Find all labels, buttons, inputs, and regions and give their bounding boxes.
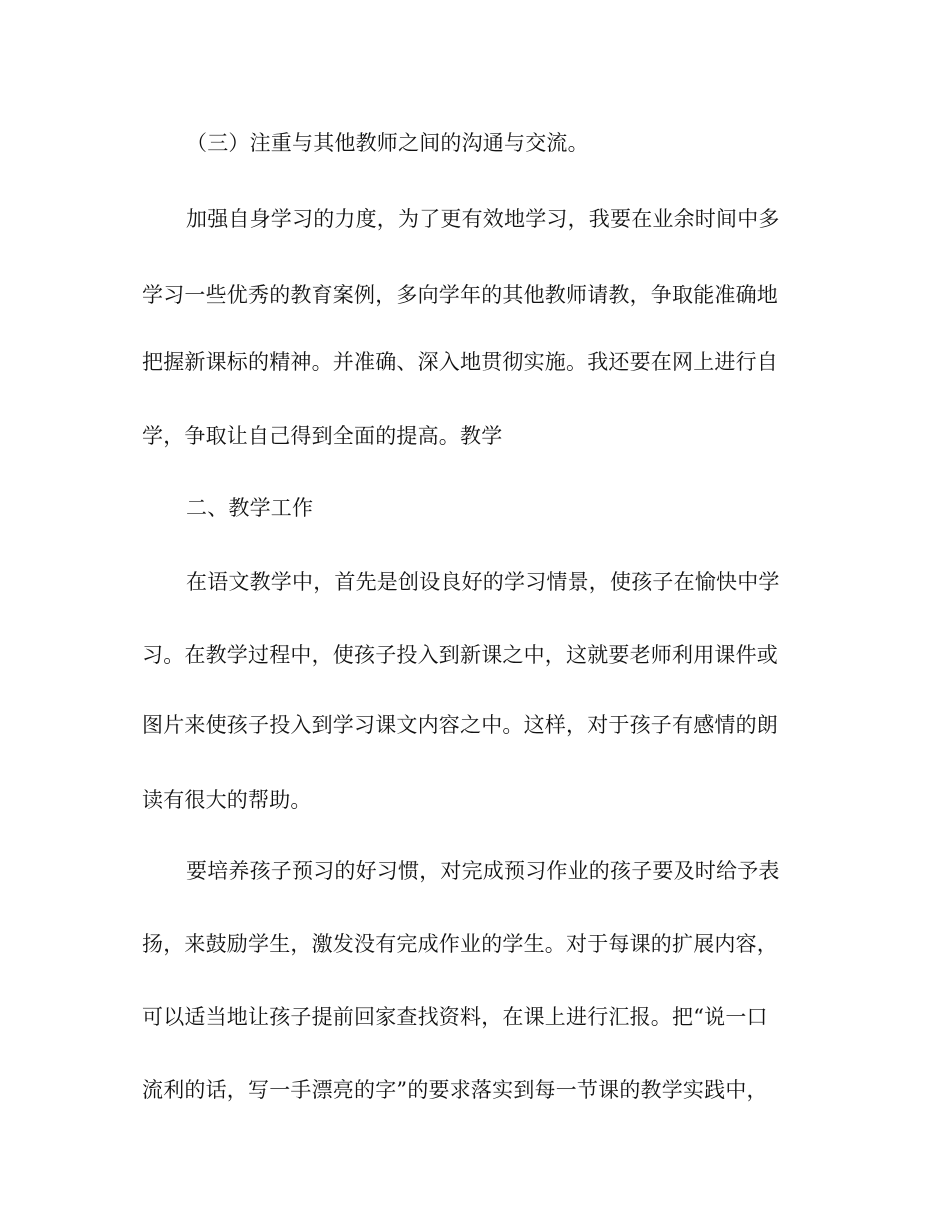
- paragraph-line: 把握新课标的精神。并准确、深入地贯彻实施。我还要在网上进行自: [142, 350, 778, 374]
- section-heading-communication: （三）注重与其他教师之间的沟通与交流。: [186, 131, 589, 155]
- paragraph-line: 可以适当地让孩子提前回家查找资料，在课上进行汇报。把“说一口: [142, 1005, 768, 1029]
- paragraph-line: 学，争取让自己得到全面的提高。教学: [142, 424, 503, 448]
- paragraph-line: 在语文教学中，首先是创设良好的学习情景，使孩子在愉快中学: [186, 570, 780, 594]
- paragraph-line: 加强自身学习的力度，为了更有效地学习，我要在业余时间中多: [186, 207, 780, 231]
- paragraph-line: 流利的话，写一手漂亮的字”的要求落实到每一节课的教学实践中，: [142, 1078, 768, 1102]
- paragraph-line: 学习一些优秀的教育案例，多向学年的其他教师请教，争取能准确地: [142, 283, 778, 307]
- paragraph-line: 扬，来鼓励学生，激发没有完成作业的学生。对于每课的扩展内容，: [142, 932, 778, 956]
- section-heading-teaching-work: 二、教学工作: [186, 496, 314, 520]
- paragraph-line: 要培养孩子预习的好习惯，对完成预习作业的孩子要及时给予表: [186, 859, 780, 883]
- paragraph-line: 图片来使孩子投入到学习课文内容之中。这样，对于孩子有感情的朗: [142, 713, 778, 737]
- paragraph-line: 读有很大的帮助。: [142, 788, 312, 812]
- paragraph-line: 习。在教学过程中，使孩子投入到新课之中，这就要老师利用课件或: [142, 643, 778, 667]
